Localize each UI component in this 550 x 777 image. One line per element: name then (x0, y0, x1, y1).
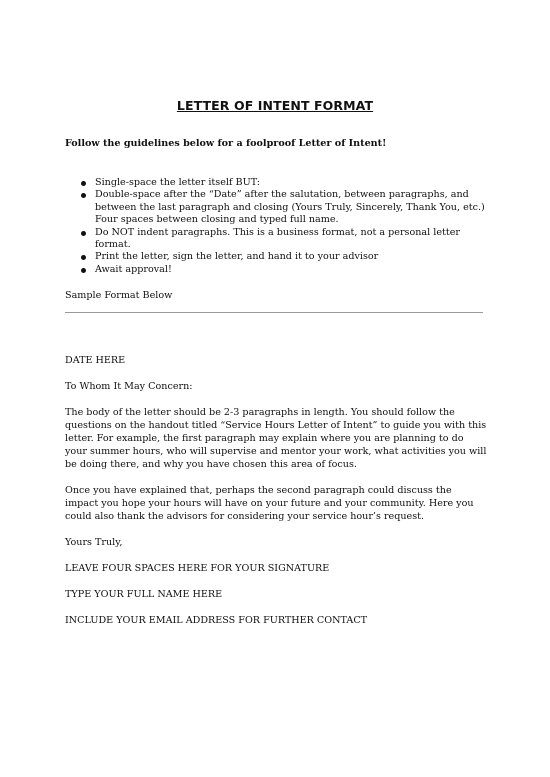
guideline-item: Await approval! (78, 264, 498, 276)
full-name-instruction: TYPE YOUR FULL NAME HERE (65, 589, 223, 600)
guideline-item: Single-space the letter itself BUT: (78, 177, 498, 189)
letter-paragraph-2: Once you have explained that, perhaps the second paragraph could discuss the impact you hope your hours will have on your future and your community. Here you could also thank the advisors for considering your service hour’s request. (65, 485, 474, 522)
letter-salutation: To Whom It May Concern: (65, 381, 193, 392)
page-title: LETTER OF INTENT FORMAT (176, 98, 374, 113)
guidelines-intro: Follow the guidelines below for a foolproof Letter of Intent! (65, 138, 387, 149)
sample-format-label: Sample Format Below (65, 290, 173, 301)
guidelines-list (78, 177, 498, 276)
letter-paragraph-1: The body of the letter should be 2-3 paragraphs in length. You should follow the questions on the handout titled “Service Hours Letter of Intent” to guide you with this letter. For example, the first paragraph may explain where you are planning to do your summer hours, who will supervise and mentor your work, what activities you will be doing there, and why you have chosen this area of focus. (65, 407, 487, 470)
signature-instruction: LEAVE FOUR SPACES HERE FOR YOUR SIGNATURE (65, 563, 330, 574)
guideline-item: Double-space after the “Date” after the salutation, between paragraphs, and between the last paragraph and closing (Yours Truly, Sincerely, Thank You, etc.) Four spaces between closing and typed full name. (78, 189, 498, 226)
guideline-item: Do NOT indent paragraphs. This is a business format, not a personal letter format. (78, 227, 498, 252)
email-instruction: INCLUDE YOUR EMAIL ADDRESS FOR FURTHER CONTACT (65, 615, 368, 626)
guideline-item: Print the letter, sign the letter, and hand it to your advisor (78, 251, 498, 263)
section-divider (65, 312, 483, 313)
letter-closing: Yours Truly, (65, 537, 123, 548)
letter-date: DATE HERE (65, 355, 126, 366)
